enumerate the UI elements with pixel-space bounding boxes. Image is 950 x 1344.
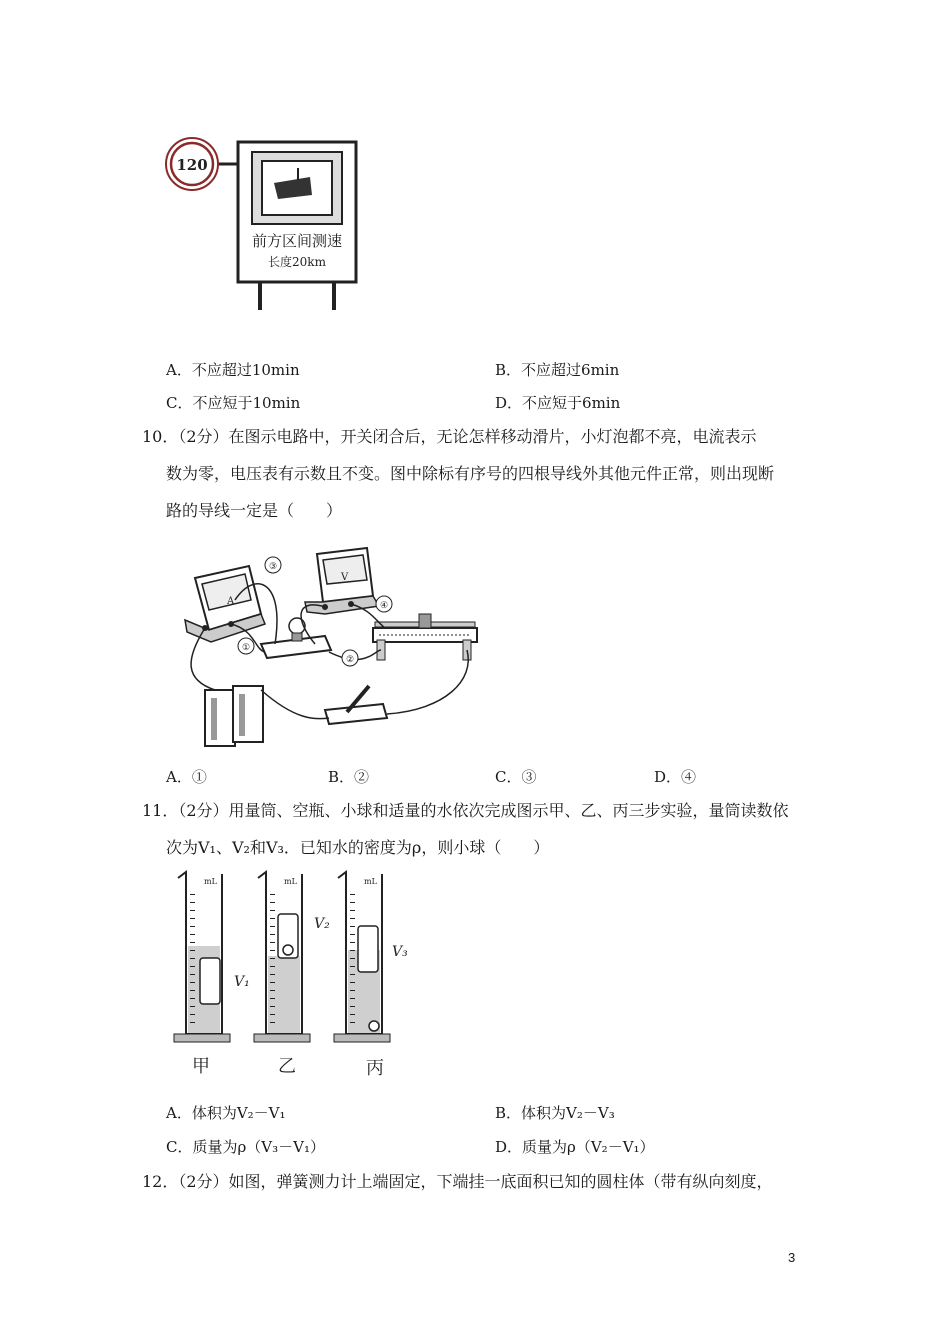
cylinder-3	[334, 872, 408, 1079]
wire-label-4: ④	[379, 601, 389, 611]
q10-text-line1: 10．（2分）在图示电路中，开关闭合后，无论怎样移动滑片，小灯泡都不亮，电流表示	[142, 427, 757, 446]
page-number: 3	[788, 1250, 796, 1265]
speed-zone-sign-figure	[160, 128, 370, 318]
circuit-figure	[175, 540, 485, 755]
q11-text-line2: 次为V₁、V₂和V₃．已知水的密度为ρ，则小球（ ）	[166, 838, 550, 857]
q11-option-d: D．质量为ρ（V₂－V₁）	[495, 1138, 655, 1156]
wire-label-3: ③	[268, 562, 278, 572]
cylinder-2	[254, 872, 330, 1077]
cyl1-caption: 甲	[192, 1056, 210, 1077]
q10-option-a: A．①	[166, 768, 207, 786]
q10-text-line2: 数为零，电压表有示数且不变。图中除标有序号的四根导线外其他元件正常，则出现断	[166, 464, 775, 483]
cylinder-1	[174, 872, 250, 1077]
cyl3-v-label: V₃	[392, 944, 408, 960]
sign-line1: 前方区间测速	[251, 232, 343, 250]
ammeter-icon	[185, 566, 265, 642]
q11-text-line1: 11．（2分）用量筒、空瓶、小球和适量的水依次完成图示甲、乙、丙三步实验，量筒读数依	[142, 801, 789, 820]
cyl3-unit: mL	[364, 877, 377, 886]
q11-option-c: C．质量为ρ（V₃－V₁）	[166, 1138, 325, 1156]
voltmeter-label: V	[341, 572, 349, 583]
q10-option-b: B．②	[328, 768, 370, 786]
q12-text-line1: 12．（2分）如图，弹簧测力计上端固定，下端挂一底面积已知的圆柱体（带有纵向刻度，	[142, 1172, 773, 1191]
wire-label-2: ②	[345, 655, 355, 665]
cylinder-figure	[170, 870, 420, 1085]
rheostat-icon	[373, 614, 477, 660]
cyl2-unit: mL	[284, 877, 297, 886]
q9-option-d: D．不应短于6min	[495, 394, 621, 412]
cyl3-caption: 丙	[366, 1058, 384, 1079]
q10-option-d: D．④	[654, 768, 697, 786]
q9-option-c: C．不应短于10min	[166, 394, 301, 412]
speed-limit-number: 120	[176, 156, 208, 174]
cyl2-v-label: V₂	[314, 916, 330, 932]
q9-option-a: A．不应超过10min	[166, 361, 300, 379]
sign-line2: 长度20km	[268, 255, 326, 269]
cyl1-unit: mL	[204, 877, 217, 886]
wire-label-1: ①	[241, 643, 251, 653]
q10-text-line3: 路的导线一定是（ ）	[166, 501, 343, 520]
battery-icon	[205, 686, 263, 746]
q11-option-a: A．体积为V₂－V₁	[166, 1104, 286, 1122]
q11-option-b: B．体积为V₂－V₃	[495, 1104, 615, 1122]
bulb-icon	[261, 618, 331, 658]
cyl2-caption: 乙	[278, 1056, 296, 1077]
q10-option-c: C．③	[495, 768, 537, 786]
switch-icon	[325, 686, 387, 724]
q9-option-b: B．不应超过6min	[495, 361, 620, 379]
cyl1-v-label: V₁	[234, 974, 250, 990]
voltmeter-icon	[305, 548, 379, 614]
ammeter-label: A	[227, 596, 235, 607]
